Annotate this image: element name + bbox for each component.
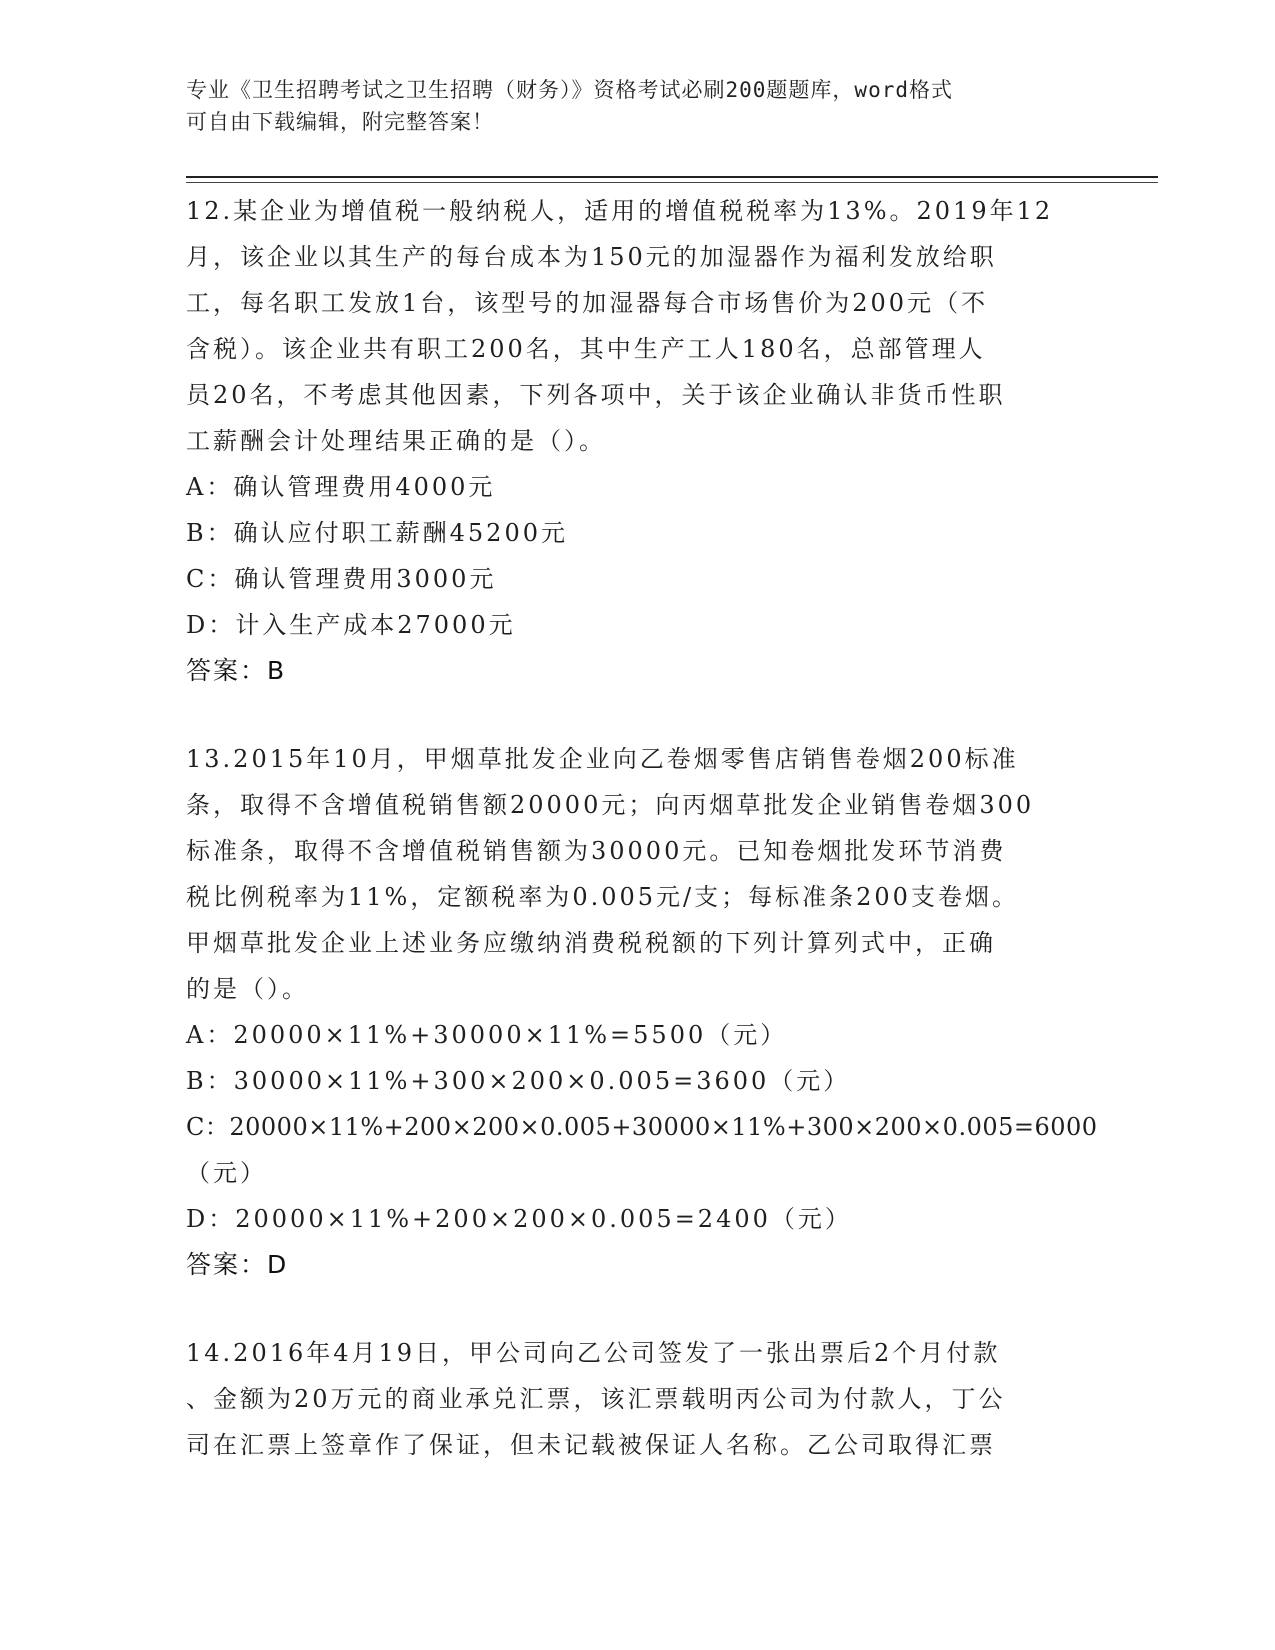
question-text: [186, 188, 1086, 464]
question-text: [186, 1330, 1086, 1468]
question-line: 标准条，取得不含增值税销售额为30000元。已知卷烟批发环节消费: [186, 837, 1007, 865]
question-line: 14.2016年4月19日，甲公司向乙公司签发了一张出票后2个月付款: [186, 1339, 1001, 1367]
option-d: D：20000×11%+200×200×0.005=2400（元）: [186, 1205, 852, 1233]
document-header: [186, 74, 1086, 138]
question-line: 税比例税率为11%，定额税率为0.005元/支；每标准条200支卷烟。: [186, 883, 1019, 911]
question-spacer: [186, 694, 1086, 736]
document-body: [186, 188, 1098, 1468]
question-13: [186, 736, 1098, 1288]
option-c: C：20000×11%+200×200×0.005+30000×11%+300×200×0.005=6000: [186, 1113, 1098, 1141]
option-c-continuation: （元）: [186, 1159, 267, 1187]
question-line: 工薪酬会计处理结果正确的是（）。: [186, 427, 606, 455]
option-d: D：计入生产成本27000元: [186, 611, 516, 639]
question-line: 的是（）。: [186, 975, 309, 1003]
option-c: C：确认管理费用3000元: [186, 565, 497, 593]
option-b: B：30000×11%+300×200×0.005=3600（元）: [186, 1067, 851, 1095]
question-line: 12.某企业为增值税一般纳税人，适用的增值税税率为13%。2019年12: [186, 197, 1054, 225]
question-spacer: [186, 1288, 1086, 1330]
question-line: 工，每名职工发放1台，该型号的加湿器每合市场售价为200元（不: [186, 289, 989, 317]
question-line: 含税）。该企业共有职工200名，其中生产工人180名，总部管理人: [186, 335, 986, 363]
question-line: 、金额为20万元的商业承兑汇票，该汇票载明丙公司为付款人，丁公: [186, 1385, 1006, 1413]
question-text: [186, 736, 1086, 1012]
header-divider-thin: [186, 182, 1158, 183]
option-a: A：20000×11%+30000×11%=5500（元）: [186, 1021, 788, 1049]
question-line: 13.2015年10月，甲烟草批发企业向乙卷烟零售店销售卷烟200标准: [186, 745, 1019, 773]
option-a: A：确认管理费用4000元: [186, 473, 496, 501]
option-b: B：确认应付职工薪酬45200元: [186, 519, 568, 547]
question-line: 条，取得不含增值税销售额20000元；向丙烟草批发企业销售卷烟300: [186, 791, 1035, 819]
header-divider-thick: [186, 176, 1158, 178]
question-line: 司在汇票上签章作了保证，但未记载被保证人名称。乙公司取得汇票: [186, 1431, 996, 1459]
header-line-2: 可自由下载编辑，附完整答案！: [186, 110, 494, 134]
question-line: 员20名，不考虑其他因素，下列各项中，关于该企业确认非货币性职: [186, 381, 1006, 409]
question-line: 月，该企业以其生产的每台成本为150元的加湿器作为福利发放给职: [186, 243, 997, 271]
question-14: [186, 1330, 1086, 1468]
header-line-1: 专业《卫生招聘考试之卫生招聘（财务）》资格考试必刷200题题库，word格式: [186, 78, 953, 102]
question-line: 甲烟草批发企业上述业务应缴纳消费税税额的下列计算列式中，正确: [186, 929, 996, 957]
answer-line: 答案：B: [186, 656, 287, 685]
answer-line: 答案：D: [186, 1250, 289, 1279]
question-12: [186, 188, 1086, 694]
